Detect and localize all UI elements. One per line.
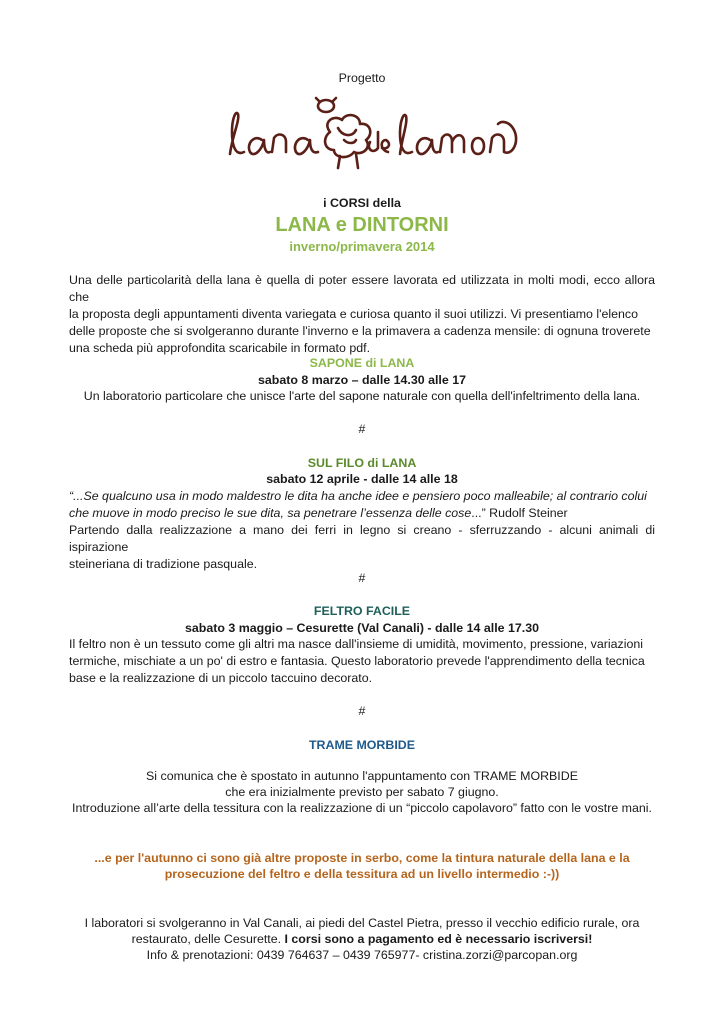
title-subtitle: inverno/primavera 2014 [289,239,435,254]
quote-text: che muove in modo preciso le sue dita, sa penetrare l’essenza delle cose [69,506,472,520]
quote-attribution: ...” Rudolf Steiner [471,506,568,520]
course-feltro-date: sabato 3 maggio – Cesurette (Val Canali) - dalle 14 alle 17.30 [185,621,539,635]
filo-desc-line: Partendo dalla realizzazione a mano dei ferri in legno si creano - sferruzzando - alcuni animali di ispirazione [69,523,655,554]
separator: # [358,571,366,585]
course-trame-name: TRAME MORBIDE [308,738,415,752]
course-trame-line2: che era inizialmente previsto per sabato 7 giugno. [225,785,499,799]
lana-de-lamon-logo [222,92,522,174]
course-feltro-body [69,636,655,687]
course-sapone-date: sabato 8 marzo – dalle 14.30 alle 17 [257,373,466,387]
intro-line: delle proposte che si svolgeranno durante l'inverno e la primavera a cadenza mensile: di ognuna troverete [69,324,651,338]
feltro-desc-line: base e la realizzazione di un piccolo taccuino decorato. [69,671,373,685]
course-sapone-name: SAPONE di LANA [309,356,415,370]
progetto-label: Progetto [338,71,386,85]
intro-paragraph [69,272,655,357]
footer-contact: Info & prenotazioni: 0439 764637 – 0439 765977- cristina.zorzi@parcopan.org [146,948,578,962]
course-sapone-desc: Un laboratorio particolare che unisce l'arte del sapone naturale con quella dell'infeltrimento della lana. [83,389,641,403]
autumn-note-line2: prosecuzione del feltro e della tessitura ad un livello intermedio :-)) [164,867,560,881]
separator: # [358,704,366,718]
footer-registration-note: I corsi sono a pagamento ed è necessario iscriversi! [284,932,593,946]
feltro-desc-line: Il feltro non è un tessuto come gli altri ma nasce dall'insieme di umidità, movimento, pressione, variazioni [69,637,643,651]
separator: # [358,422,366,436]
course-filo-date: sabato 12 aprile - dalle 14 alle 18 [266,472,458,486]
autumn-note-line1: ...e per l'autunno ci sono già altre proposte in serbo, come la tintura naturale della lana e la [94,851,630,865]
title-line1: i CORSI della [323,196,401,210]
quote-line-2 [69,505,655,522]
course-filo-body [69,488,655,573]
footer-line2 [0,931,724,948]
intro-line: la proposta degli appuntamenti diventa variegata e curiosa quanto il suoi utilizzi. Vi presentiamo l'elenco [69,307,639,321]
intro-line: Una delle particolarità della lana è quella di poter essere lavorata ed utilizzata in molti modi, ecco allora che [69,273,655,304]
title-main: LANA e DINTORNI [275,214,449,236]
filo-desc-line: steineriana di tradizione pasquale. [69,557,258,571]
logo-svg [222,92,522,174]
course-feltro-name: FELTRO FACILE [313,604,411,618]
quote-line: “...Se qualcuno usa in modo maldestro le dita ha anche idee e pensiero poco malleabile; al contrario colui [69,489,647,503]
course-filo-name: SUL FILO di LANA [307,456,417,470]
intro-line: una scheda più approfondita scaricabile in formato pdf. [69,341,371,355]
footer-location-text: restaurato, delle Cesurette. [131,932,285,946]
course-trame-line1: Si comunica che è spostato in autunno l'appuntamento con TRAME MORBIDE [146,769,578,783]
course-trame-line3: Introduzione all’arte della tessitura con la realizzazione di un “piccolo capolavoro” fatto con le vostre mani. [72,801,652,815]
footer-line1: I laboratori si svolgeranno in Val Canali, ai piedi del Castel Pietra, presso il vecchio edificio rurale, ora [84,916,640,930]
feltro-desc-line: termiche, mischiate a un po' di estro e fantasia. Questo laboratorio prevede l'apprendimento della tecnica [69,654,645,668]
